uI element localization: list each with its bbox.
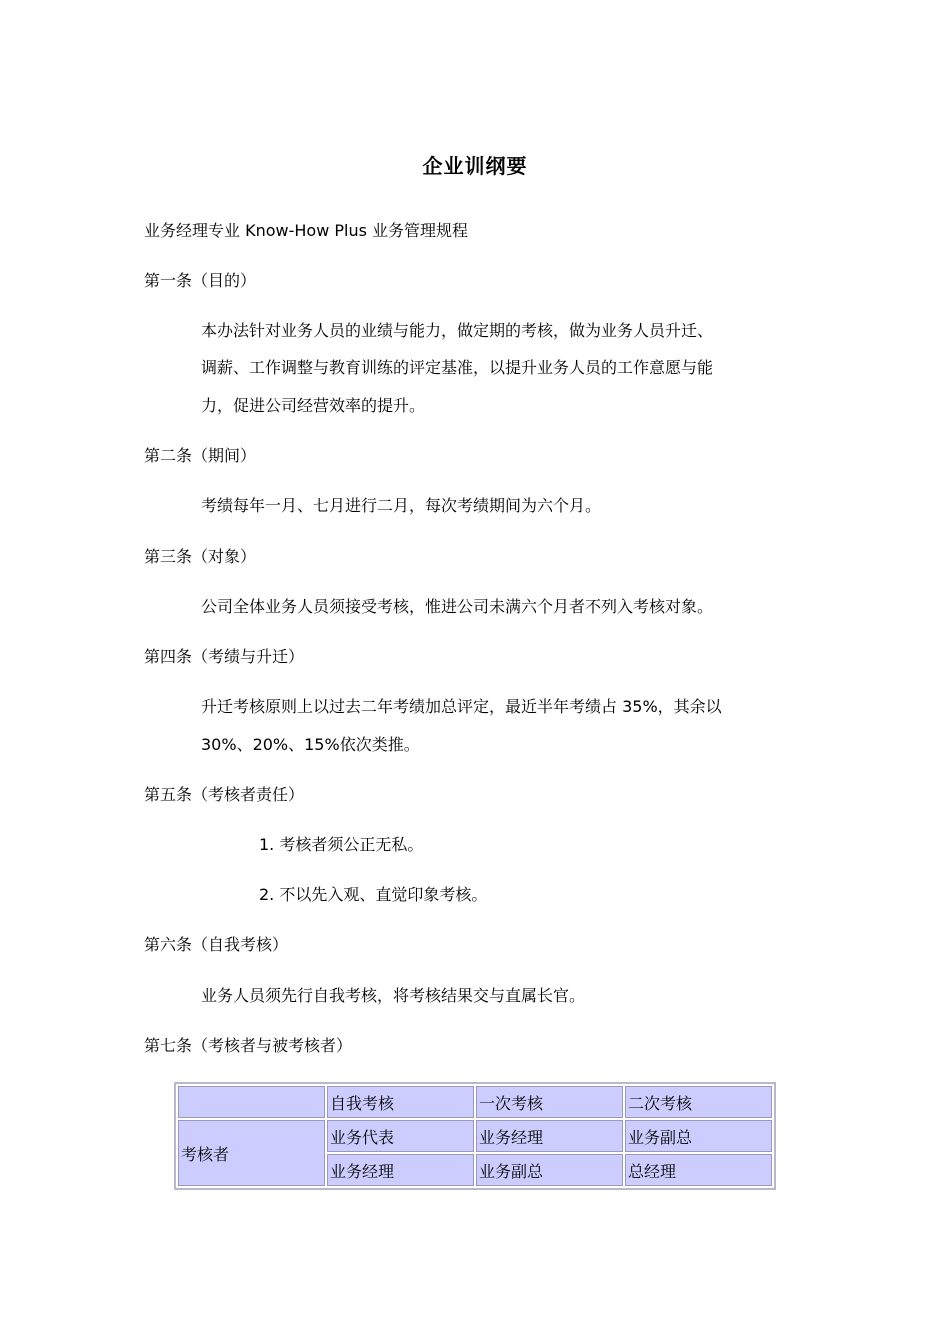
document-subtitle: 业务经理专业 Know-How Plus 业务管理规程 [144,221,469,240]
article-1-text-line: 本办法针对业务人员的业绩与能力，做定期的考核，做为业务人员升迁、 [201,321,714,340]
article-5-list-item: 2. 不以先入观、直觉印象考核。 [259,885,488,904]
table-cell: 总经理 [625,1154,772,1186]
table-cell: 业务经理 [327,1154,474,1186]
table-cell: 业务副总 [625,1120,772,1152]
article-1-heading: 第一条（目的） [144,271,257,290]
article-5-heading: 第五条（考核者责任） [144,785,305,804]
article-6-heading: 第六条（自我考核） [144,935,289,954]
article-2-heading: 第二条（期间） [144,446,257,465]
table-header-row [178,1086,772,1118]
table-header-cell: 一次考核 [476,1086,623,1118]
article-1-text-line: 调薪、工作调整与教育训练的评定基准，以提升业务人员的工作意愿与能 [201,358,714,377]
table-row-label: 考核者 [178,1120,325,1186]
article-1-text-line: 力，促进公司经营效率的提升。 [201,396,426,415]
article-7-heading: 第七条（考核者与被考核者） [144,1036,353,1055]
table-header-cell: 自我考核 [327,1086,474,1118]
article-2-text-line: 考绩每年一月、七月进行二月，每次考绩期间为六个月。 [201,496,602,515]
article-6-text-line: 业务人员须先行自我考核，将考核结果交与直属长官。 [201,986,586,1005]
article-3-heading: 第三条（对象） [144,547,257,566]
table-cell: 业务副总 [476,1154,623,1186]
article-4-text-line: 30%、20%、15%依次类推。 [201,735,420,754]
table-cell: 业务代表 [327,1120,474,1152]
table-cell: 业务经理 [476,1120,623,1152]
article-5-list-item: 1. 考核者须公正无私。 [259,835,424,854]
article-3-text-line: 公司全体业务人员须接受考核，惟进公司未满六个月者不列入考核对象。 [201,597,714,616]
document-title: 企业训纲要 [422,154,528,178]
table-header-cell: 二次考核 [625,1086,772,1118]
table-header-cell [178,1086,325,1118]
article-4-heading: 第四条（考绩与升迁） [144,647,305,666]
table-row [178,1120,772,1152]
article-4-text-line: 升迁考核原则上以过去二年考绩加总评定，最近半年考绩占 35%，其余以 [201,697,722,716]
reviewer-table [174,1082,776,1190]
